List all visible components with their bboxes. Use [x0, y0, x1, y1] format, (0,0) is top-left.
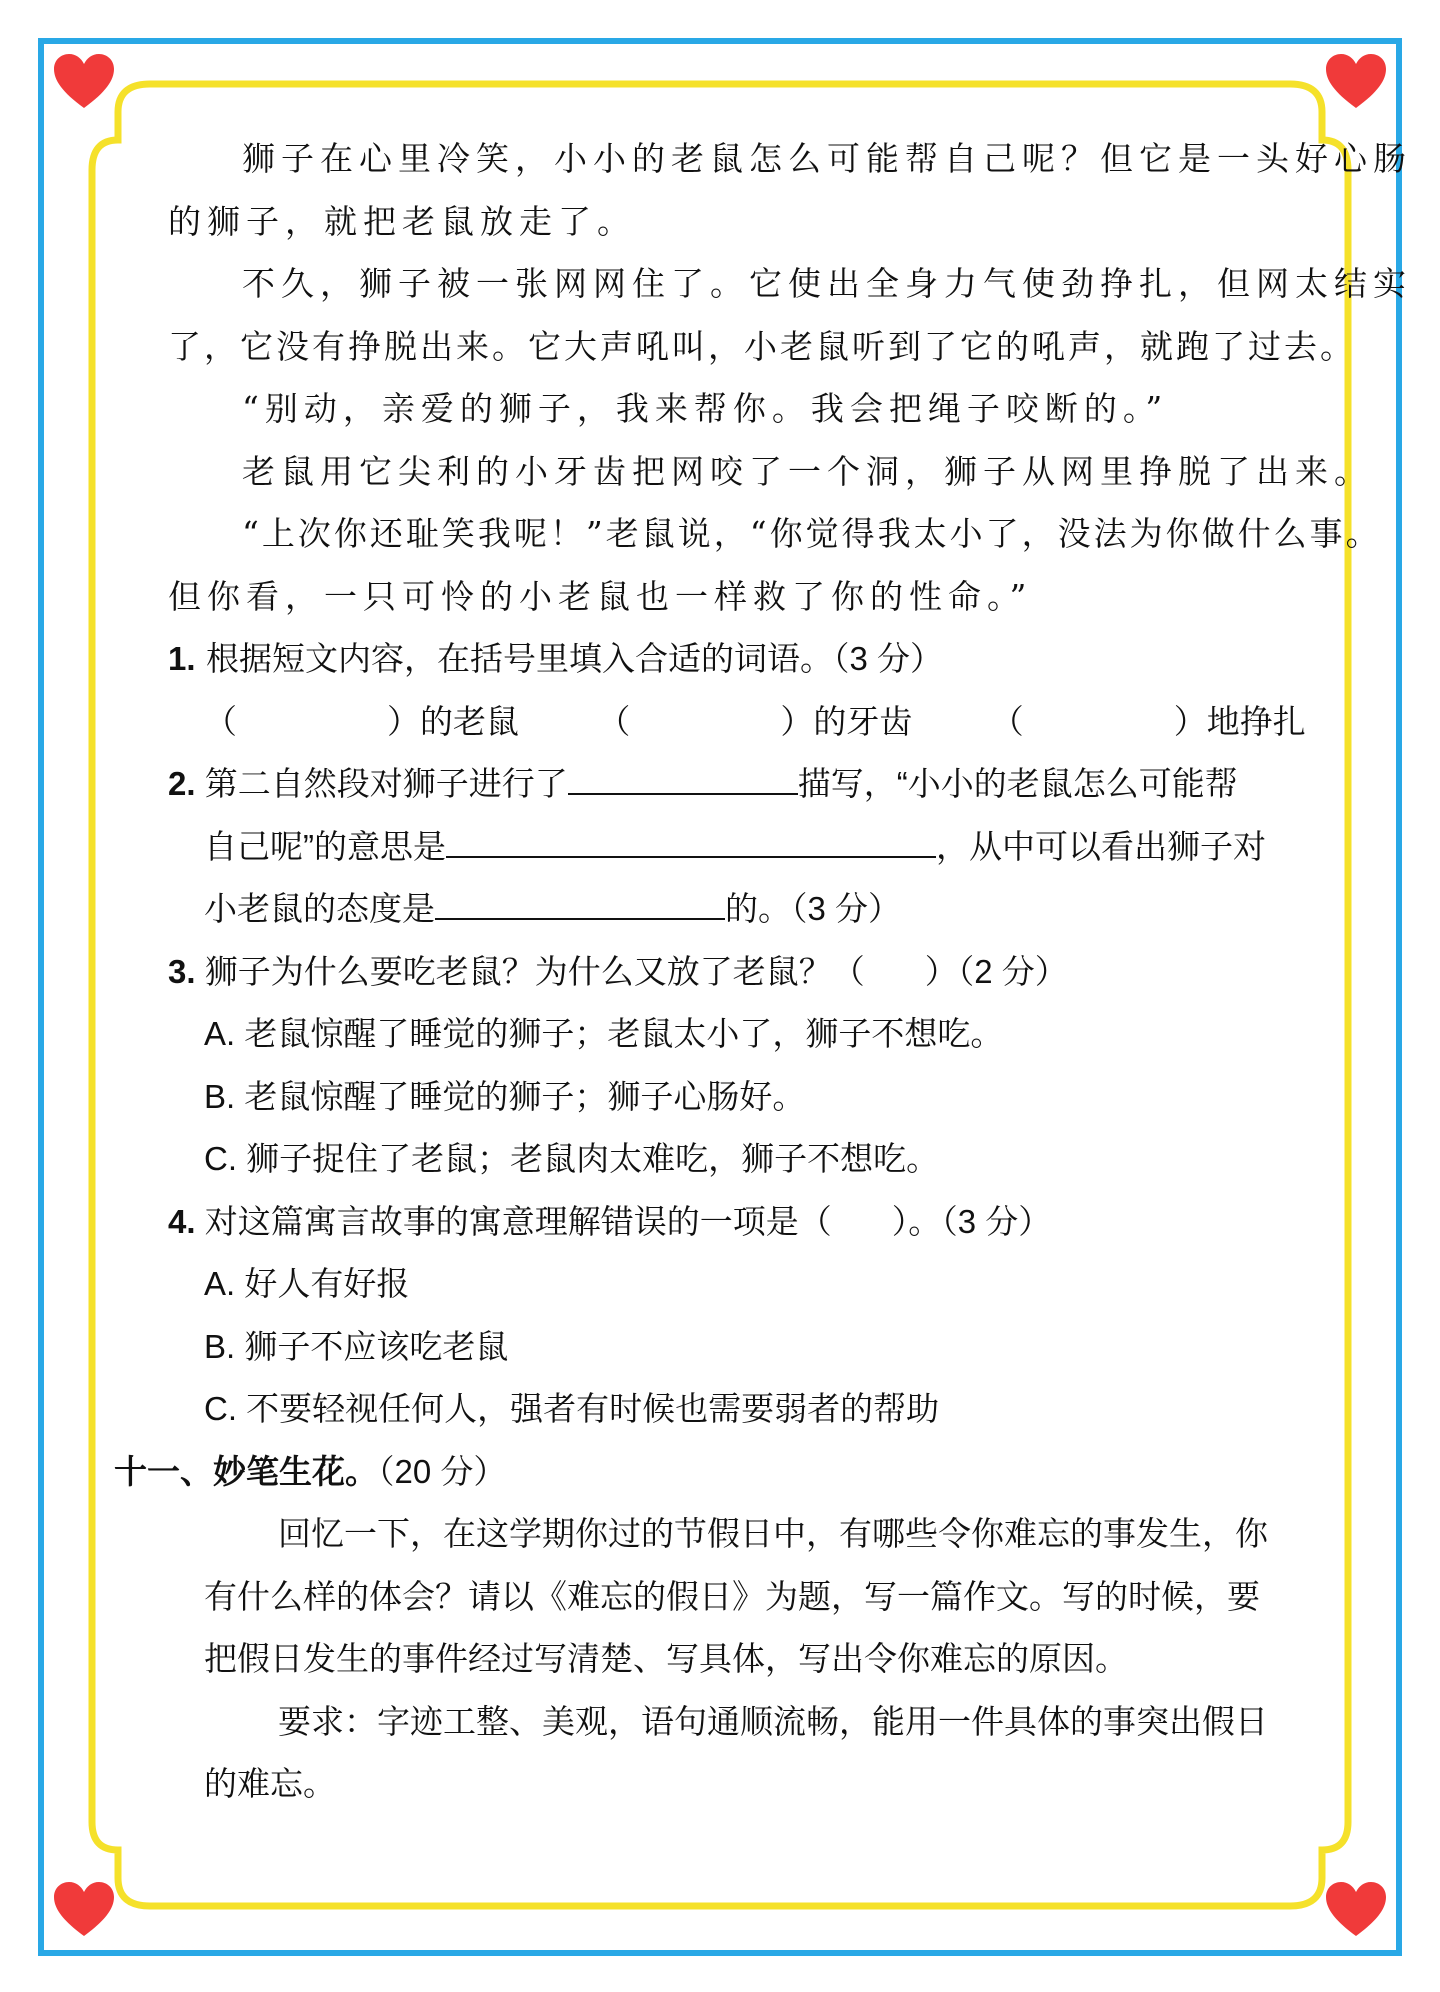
question-text: 小老鼠的态度是 [204, 890, 435, 927]
question-3 [168, 941, 1328, 1004]
section-11-heading [114, 1441, 1328, 1504]
blank-close-paren: ） [387, 702, 420, 740]
heart-icon [1324, 52, 1388, 112]
question-number: 1. [168, 640, 196, 677]
question-2-line-3 [168, 878, 1328, 941]
option-b: B. 狮子不应该吃老鼠 [204, 1327, 509, 1365]
question-text: 根据短文内容，在括号里填入合适的词语。（3 分） [206, 640, 944, 677]
essay-requirement-line-2: 的难忘。 [204, 1765, 336, 1802]
question-text: 对这篇寓言故事的寓意理解错误的一项是（ [204, 1202, 832, 1240]
question-text: 狮子为什么要吃老鼠？为什么又放了老鼠？（ [204, 952, 865, 990]
blank-word: 的牙齿 [813, 702, 913, 740]
heart-icon [52, 1880, 116, 1940]
worksheet-content [114, 128, 1412, 1816]
story-paragraph-1-line-1: 狮子在心里冷笑，小小的老鼠怎么可能帮自己呢？但它是一头好心肠 [242, 139, 1412, 178]
story-paragraph-5-line-1: “上次你还耻笑我呢！”老鼠说，“你觉得我太小了，没法为你做什么事。 [242, 514, 1382, 553]
question-text: 的。（3 分） [725, 890, 902, 927]
question-1-blanks [168, 691, 1328, 754]
question-2 [168, 753, 1328, 816]
answer-line[interactable] [568, 753, 798, 795]
question-text: ）。（3 分） [891, 1202, 1052, 1240]
blank-word: 地挣扎 [1206, 702, 1306, 740]
blank-open-paren: （ [204, 702, 237, 740]
question-4 [168, 1191, 1328, 1254]
question-1 [168, 628, 1328, 691]
story-paragraph-2-line-1: 不久，狮子被一张网网住了。它使出全身力气使劲挣扎，但网太结实 [242, 264, 1412, 303]
question-number: 3. [168, 952, 196, 990]
question-text: ）（2 分） [924, 952, 1068, 990]
blank-open-paren: （ [990, 702, 1024, 740]
option-c: C. 狮子捉住了老鼠；老鼠肉太难吃，狮子不想吃。 [204, 1140, 940, 1177]
question-2-line-2 [168, 816, 1328, 879]
option-c: C. 不要轻视任何人，强者有时候也需要弱者的帮助 [204, 1390, 940, 1427]
blank-open-paren: （ [597, 702, 631, 740]
answer-line[interactable] [446, 816, 936, 858]
answer-line[interactable] [435, 878, 725, 920]
story-paragraph-5-line-2: 但你看，一只可怜的小老鼠也一样救了你的性命。” [168, 576, 1033, 616]
essay-requirement-line-1: 要求：字迹工整、美观，语句通顺流畅，能用一件具体的事突出假日 [278, 1702, 1268, 1740]
story-paragraph-4: 老鼠用它尖利的小牙齿把网咬了一个洞，狮子从网里挣脱了出来。 [242, 451, 1373, 491]
question-text: 描写，“小小的老鼠怎么可能帮 [797, 765, 1238, 802]
blank-close-paren: ） [780, 702, 814, 740]
heart-icon [1324, 1880, 1388, 1940]
heart-icon [52, 52, 116, 112]
option-b: B. 老鼠惊醒了睡觉的狮子；狮子心肠好。 [204, 1077, 806, 1115]
question-text: 第二自然段对狮子进行了 [204, 765, 568, 802]
question-text: 自己呢”的意思是 [204, 827, 446, 865]
blank-word: 的老鼠 [420, 702, 519, 740]
question-text: ，从中可以看出狮子对 [936, 827, 1266, 865]
story-paragraph-2-line-2: 了，它没有挣脱出来。它大声吼叫，小老鼠听到了它的吼声，就跑了过去。 [168, 326, 1356, 366]
essay-prompt-line-1: 回忆一下，在这学期你过的节假日中，有哪些令你难忘的事发生，你 [278, 1515, 1268, 1552]
option-a: A. 老鼠惊醒了睡觉的狮子；老鼠太小了，狮子不想吃。 [204, 1015, 1004, 1052]
question-number: 4. [168, 1202, 196, 1240]
essay-prompt-line-2: 有什么样的体会？请以《难忘的假日》为题，写一篇作文。写的时候，要 [204, 1577, 1260, 1615]
question-number: 2. [168, 765, 196, 802]
section-title: 十一、妙笔生花。 [114, 1452, 378, 1490]
story-paragraph-1-line-2: 的狮子，就把老鼠放走了。 [168, 201, 636, 241]
option-a: A. 好人有好报 [204, 1265, 410, 1302]
section-score: （20 分） [378, 1452, 507, 1490]
essay-prompt-line-3: 把假日发生的事件经过写清楚、写具体，写出令你难忘的原因。 [204, 1640, 1128, 1677]
blank-close-paren: ） [1173, 702, 1207, 740]
story-paragraph-3: “别动，亲爱的狮子，我来帮你。我会把绳子咬断的。” [242, 389, 1169, 428]
